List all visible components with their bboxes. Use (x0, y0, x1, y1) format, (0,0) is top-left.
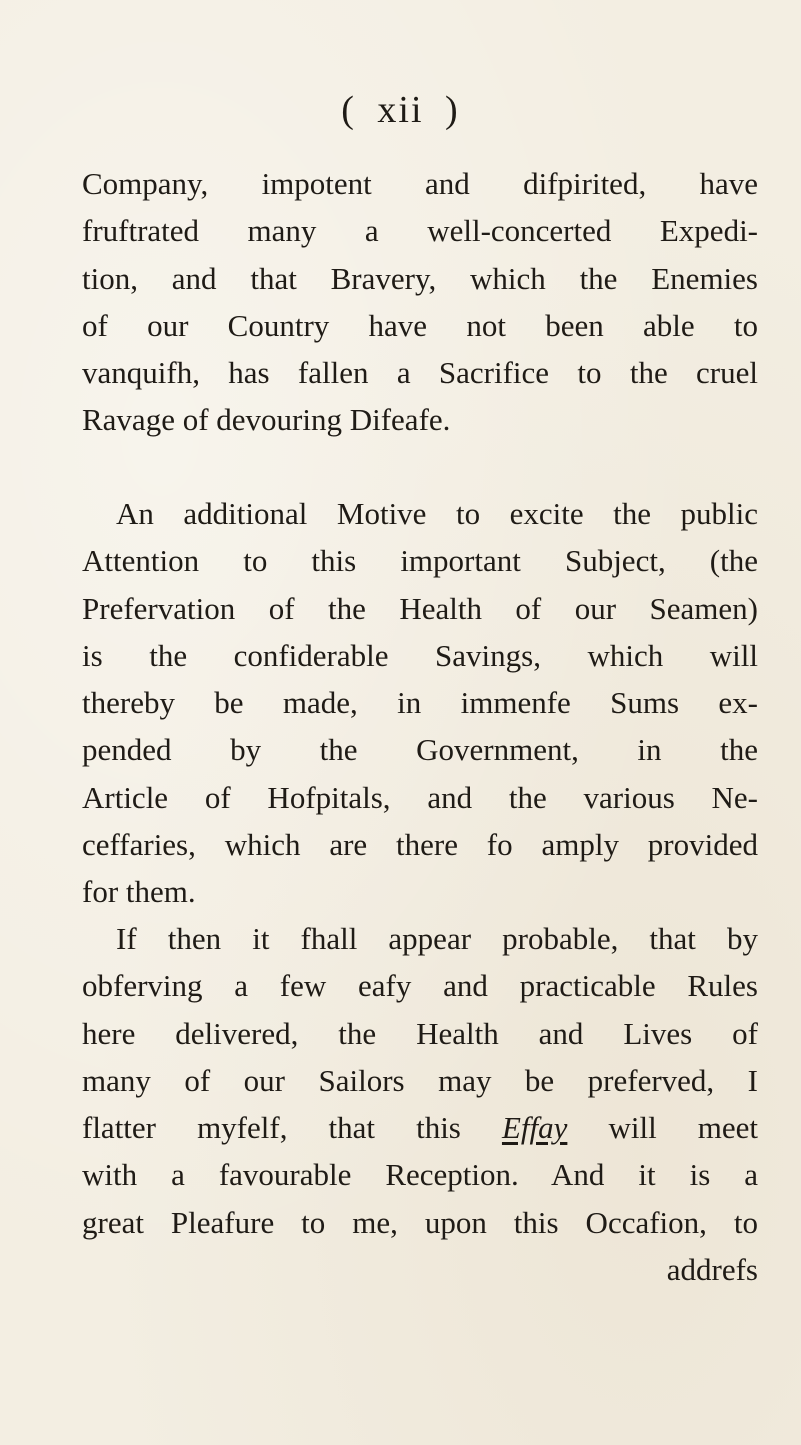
text-line: obferving a few eafy and practicable Rules (82, 968, 758, 1004)
text-line: here delivered, the Health and Lives of (82, 1015, 758, 1051)
paragraph-1 (82, 160, 758, 444)
text-line: with a favourable Reception. And it is a (82, 1157, 758, 1193)
text-segment: flatter myfelf, that this (82, 1110, 461, 1146)
text-line: vanquifh, has fallen a Sacrifice to the cruel (82, 355, 758, 391)
text-line: tion, and that Bravery, which the Enemies (82, 260, 758, 296)
text-line: If then it fhall appear probable, that by (116, 921, 758, 956)
paragraph-3 (82, 915, 758, 1293)
text-line: Article of Hofpitals, and the various Ne- (82, 779, 758, 815)
essay-word: Effay (501, 1110, 568, 1146)
text-line: pended by the Government, in the (82, 732, 758, 768)
text-line: Ravage of devouring Difeafe. (82, 402, 451, 438)
text-line: fruftrated many a well-concerted Expedi- (82, 213, 758, 249)
text-line: for them. (82, 874, 196, 910)
paragraph-2 (82, 490, 758, 916)
text-segment: will meet (608, 1110, 758, 1146)
page-number: ( xii ) (341, 89, 460, 131)
catchword: addrefs (666, 1252, 758, 1288)
text-line: many of our Sailors may be preferved, I (82, 1062, 758, 1098)
text-line: thereby be made, in immenfe Sums ex- (82, 685, 758, 721)
text-line: Prefervation of the Health of our Seamen) (82, 590, 758, 626)
text-line: of our Country have not been able to (82, 307, 758, 343)
text-line: is the confiderable Savings, which will (82, 637, 758, 673)
text-line: ceffaries, which are there fo amply provided (82, 827, 758, 863)
text-line: Company, impotent and difpirited, have (82, 166, 758, 201)
text-line: great Pleafure to me, upon this Occafion, to (82, 1204, 758, 1240)
text-line (82, 1104, 758, 1151)
text-line: Attention to this important Subject, (the (82, 543, 758, 579)
text-line: An additional Motive to excite the public (116, 496, 758, 531)
